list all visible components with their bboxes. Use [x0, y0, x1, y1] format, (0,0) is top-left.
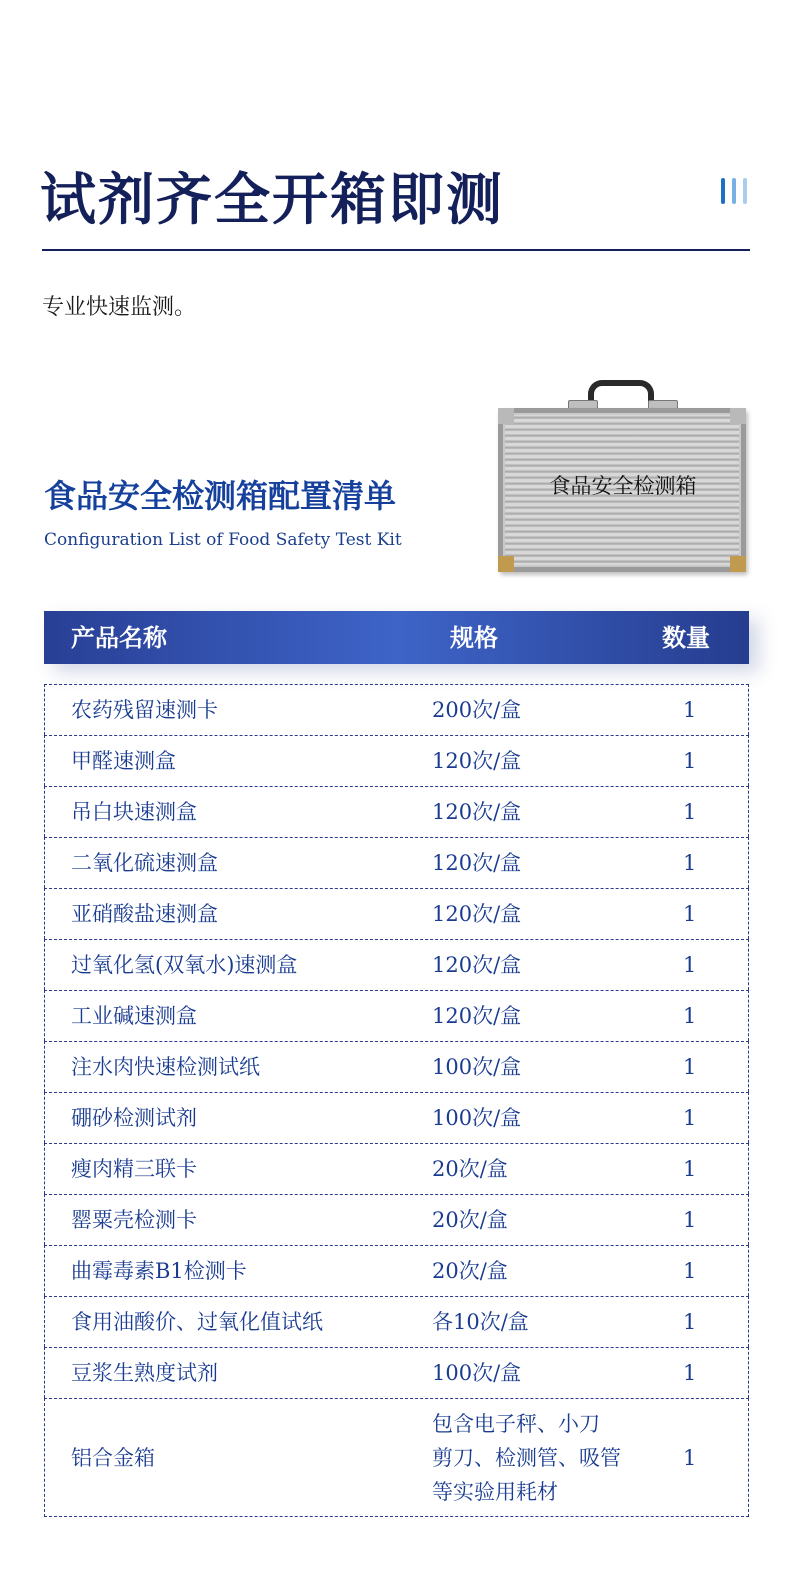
table-row: 曲霉毒素B1检测卡 20次/盒 1 [44, 1245, 749, 1296]
section-title: 食品安全检测箱配置清单 [44, 477, 397, 515]
table-header [44, 611, 749, 664]
page-subtitle: 专业快速监测。 [42, 295, 197, 320]
table-row: 农药残留速测卡 200次/盒 1 [44, 684, 749, 735]
column-header-spec: 规格 [450, 623, 498, 652]
page-title: 试剂齐全开箱即测 [40, 167, 504, 233]
table-row: 瘦肉精三联卡 20次/盒 1 [44, 1143, 749, 1194]
config-table [44, 684, 749, 1517]
case-label: 食品安全检测箱 [549, 474, 697, 498]
table-row: 注水肉快速检测试纸 100次/盒 1 [44, 1041, 749, 1092]
table-row: 工业碱速测盒 120次/盒 1 [44, 990, 749, 1041]
column-header-name: 产品名称 [71, 623, 167, 652]
table-row: 吊白块速测盒 120次/盒 1 [44, 786, 749, 837]
table-row: 食用油酸价、过氧化值试纸 各10次/盒 1 [44, 1296, 749, 1347]
table-row: 过氧化氢(双氧水)速测盒 120次/盒 1 [44, 939, 749, 990]
table-row: 二氧化硫速测盒 120次/盒 1 [44, 837, 749, 888]
table-row: 亚硝酸盐速测盒 120次/盒 1 [44, 888, 749, 939]
table-row: 甲醛速测盒 120次/盒 1 [44, 735, 749, 786]
column-header-qty: 数量 [662, 623, 710, 652]
table-row: 罂粟壳检测卡 20次/盒 1 [44, 1194, 749, 1245]
table-row: 豆浆生熟度试剂 100次/盒 1 [44, 1347, 749, 1398]
table-row-case: 铝合金箱 包含电子秤、小刀 剪刀、检测管、吸管 等实验用耗材 1 [44, 1398, 749, 1517]
section-subtitle-en: Configuration List of Food Safety Test Kit [44, 530, 402, 550]
title-divider [42, 249, 750, 251]
table-row: 硼砂检测试剂 100次/盒 1 [44, 1092, 749, 1143]
case-contents: 包含电子秤、小刀 剪刀、检测管、吸管 等实验用耗材 [432, 1412, 621, 1504]
bars-decoration-icon [718, 178, 752, 206]
